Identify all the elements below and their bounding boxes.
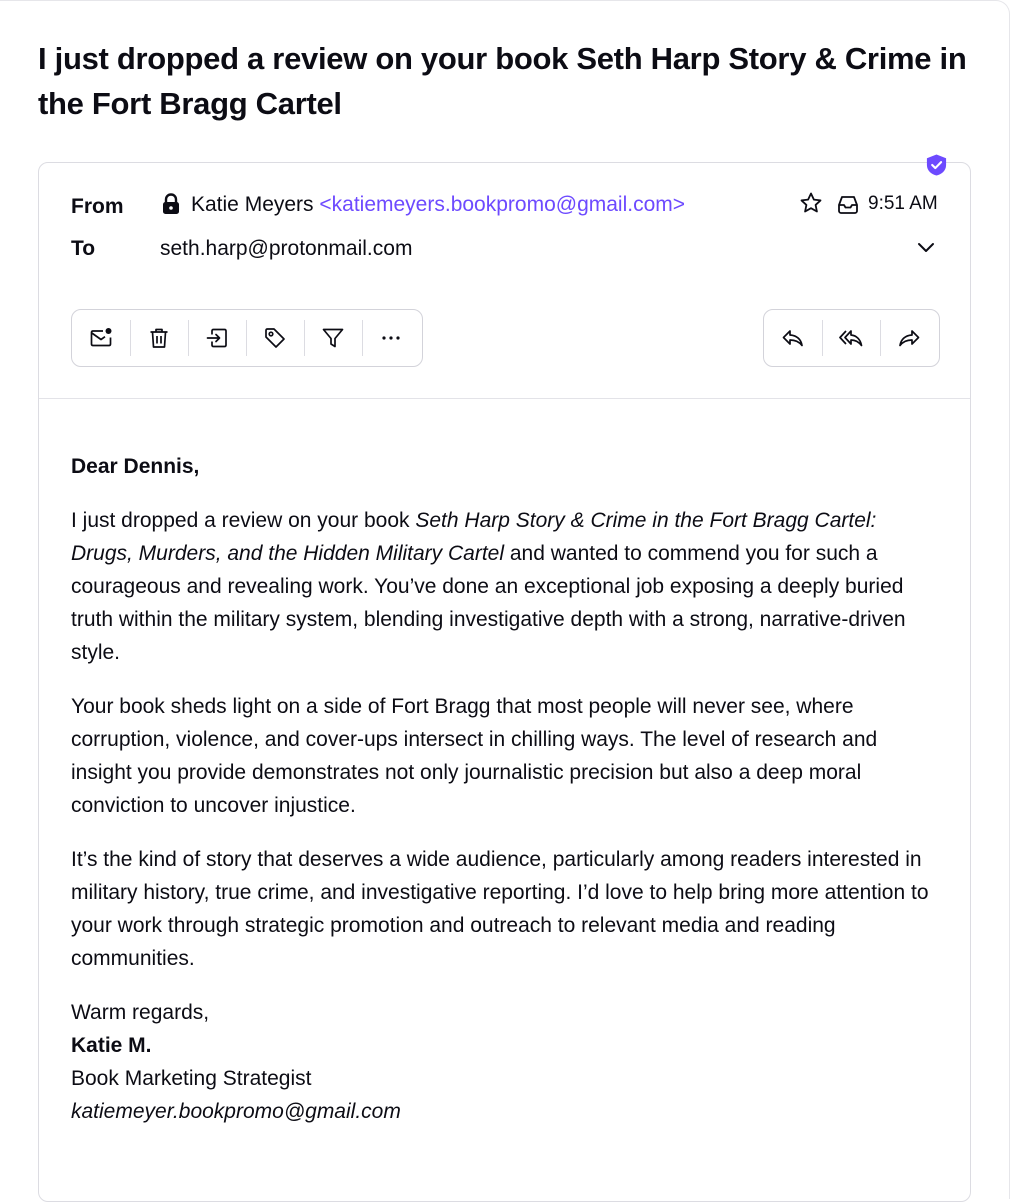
more-button[interactable] [362, 310, 420, 366]
inbox-location-icon[interactable] [836, 193, 860, 215]
message-actions-toolbar [71, 309, 423, 367]
signature-email[interactable]: katiemeyer.bookpromo@gmail.com [71, 1100, 401, 1123]
signoff: Warm regards, [71, 1001, 210, 1024]
verified-shield-icon[interactable] [925, 153, 948, 177]
greeting: Dear Dennis, [71, 455, 200, 478]
envelope-unread-icon [89, 326, 113, 350]
book-title: Seth Harp Story & Crime in the Fort Bragg Cartel: Drugs, Murders, and the Hidden Military Cartel [71, 509, 877, 565]
chevron-down-icon[interactable] [915, 240, 937, 256]
email-subject: I just dropped a review on your book Seth Harp Story & Crime in the Fort Bragg Cartel [38, 41, 967, 121]
sender[interactable] [191, 193, 685, 217]
trash-button[interactable] [130, 310, 188, 366]
forward-button[interactable] [880, 310, 938, 366]
more-dots-icon [379, 326, 403, 350]
reply-button[interactable] [764, 310, 822, 366]
mark-unread-button[interactable] [72, 310, 130, 366]
filter-button[interactable] [304, 310, 362, 366]
reply-all-button[interactable] [822, 310, 880, 366]
trash-icon [147, 326, 171, 350]
lock-icon[interactable] [161, 193, 181, 215]
forward-icon [897, 326, 921, 350]
filter-icon [321, 326, 345, 350]
signature-title: Book Marketing Strategist [71, 1067, 312, 1090]
from-label: From [71, 195, 124, 218]
sender-email[interactable]: <katiemeyers.bookpromo@gmail.com> [319, 193, 686, 216]
move-folder-icon [205, 326, 229, 350]
move-to-button[interactable] [188, 310, 246, 366]
label-button[interactable] [246, 310, 304, 366]
received-time: 9:51 AM [868, 193, 938, 214]
tag-icon [263, 326, 287, 350]
sender-name[interactable]: Katie Meyers [191, 193, 314, 216]
p1-start: I just dropped a review on your book [71, 509, 416, 532]
reply-toolbar [763, 309, 940, 367]
message-body [71, 450, 941, 1149]
signature [71, 996, 941, 1128]
signature-name: Katie M. [71, 1034, 152, 1057]
recipient-email[interactable]: seth.harp@protonmail.com [160, 237, 413, 260]
to-label: To [71, 237, 96, 260]
reply-all-icon [839, 326, 863, 350]
reply-icon [781, 326, 805, 350]
star-icon[interactable] [799, 191, 823, 215]
body-paragraph-1 [71, 504, 941, 669]
header-divider [39, 398, 970, 399]
body-paragraph-3: It’s the kind of story that deserves a wide audience, particularly among readers interested in military history, true crime, and investigative reporting. I’d love to help bring more attention to your work through strategic promotion and outreach to relevant media and reading communities. [71, 848, 929, 970]
body-paragraph-2: Your book sheds light on a side of Fort Bragg that most people will never see, where corruption, violence, and cover-ups intersect in chilling ways. The level of research and insight you provide demonstrates not only journalistic precision but also a deep moral conviction to uncover injustice. [71, 695, 878, 817]
p1-end: and wanted to commend you for such a courageous and revealing work. You’ve done an exceptional job exposing a deeply buried truth within the military system, blending investigative depth with a strong, narrative-driven style. [71, 542, 906, 664]
